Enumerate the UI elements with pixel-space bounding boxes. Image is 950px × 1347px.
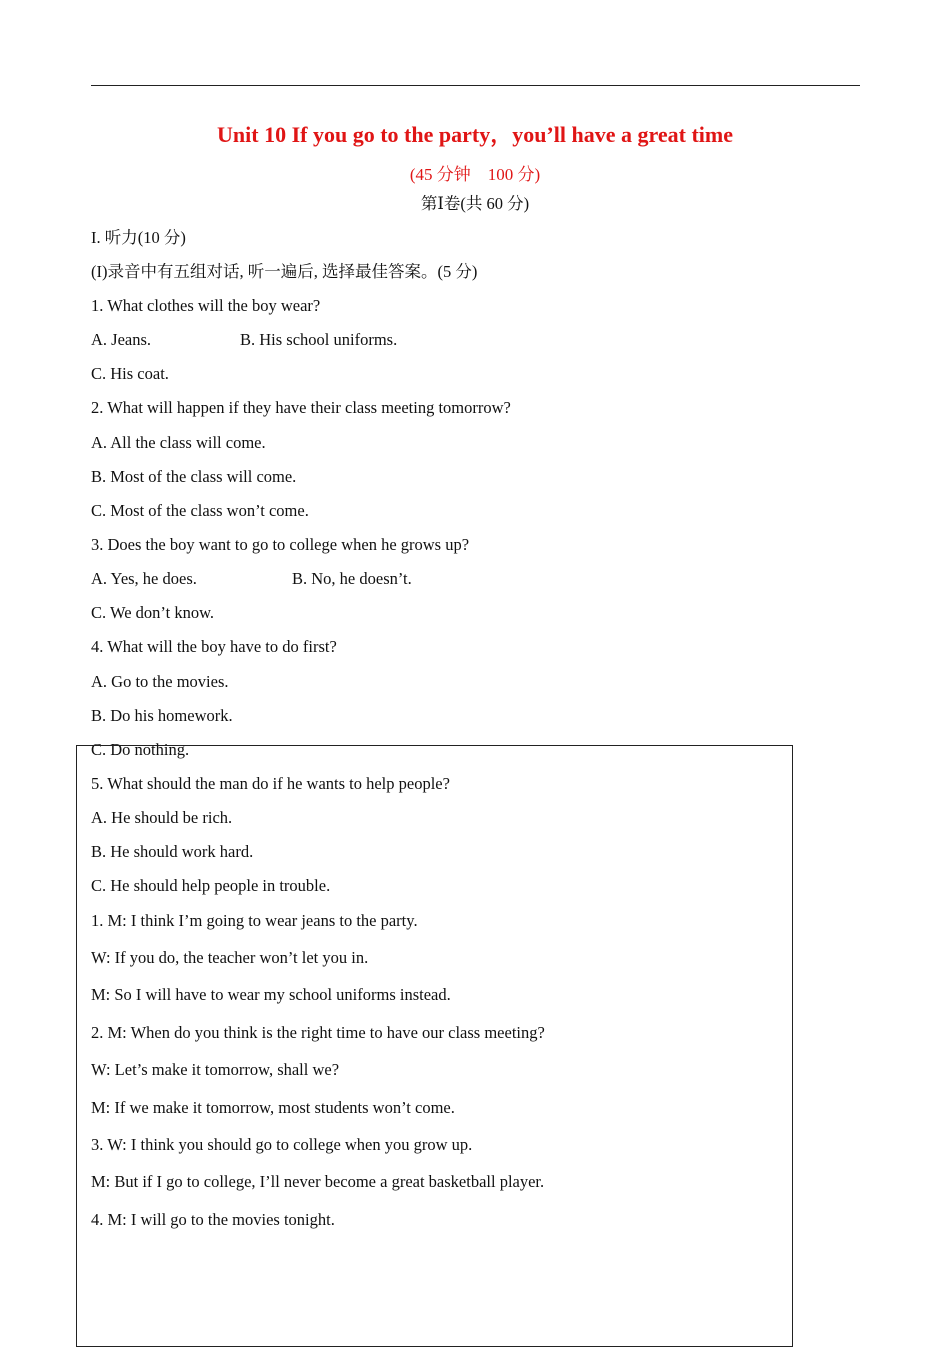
section-heading: I. 听力(10 分) [91,228,186,247]
question-stem: 2. What will happen if they have their class meeting tomorrow? [91,398,511,417]
time-and-score: (45 分钟 100 分) [409,165,541,184]
transcript-line: 4. M: I will go to the movies tonight. [91,1210,335,1229]
option-c: C. We don’t know. [91,603,215,622]
option-a: A. Jeans. [91,330,152,349]
instruction-text: (I)录音中有五组对话, 听一遍后, 选择最佳答案。(5 分) [91,262,478,281]
transcript-line: 3. W: I think you should go to college when you grow up. [91,1135,473,1154]
option-c: C. Do nothing. [91,740,190,759]
option-b: B. Most of the class will come. [91,467,297,486]
question-stem: 4. What will the boy have to do first? [91,637,337,656]
question-stem: 3. Does the boy want to go to college when he grows up? [91,535,470,554]
transcript-line: W: Let’s make it tomorrow, shall we? [91,1060,340,1079]
transcript-box [76,745,793,1347]
option-a: A. All the class will come. [91,433,266,452]
transcript-line: 1. M: I think I’m going to wear jeans to the party. [91,911,418,930]
option-c: C. Most of the class won’t come. [91,501,309,520]
transcript-line: M: But if I go to college, I’ll never become a great basketball player. [91,1172,545,1191]
option-b: B. His school uniforms. [240,330,398,349]
document-title: Unit 10 If you go to the party，you’ll have a great time [217,122,733,147]
option-c: C. He should help people in trouble. [91,876,331,895]
option-a: A. Yes, he does. [91,569,197,588]
option-c: C. His coat. [91,364,169,383]
part-heading: 第Ⅰ卷(共 60 分) [420,194,530,213]
option-b: B. He should work hard. [91,842,254,861]
transcript-line: W: If you do, the teacher won’t let you in. [91,948,369,967]
option-a: A. He should be rich. [91,808,233,827]
transcript-line: M: So I will have to wear my school uniforms instead. [91,985,451,1004]
option-b: B. No, he doesn’t. [292,569,412,588]
option-b: B. Do his homework. [91,706,233,725]
transcript-line: M: If we make it tomorrow, most students won’t come. [91,1098,455,1117]
question-stem: 5. What should the man do if he wants to help people? [91,774,450,793]
option-a: A. Go to the movies. [91,672,229,691]
transcript-line: 2. M: When do you think is the right time to have our class meeting? [91,1023,545,1042]
header-rule [91,85,860,86]
question-stem: 1. What clothes will the boy wear? [91,296,321,315]
